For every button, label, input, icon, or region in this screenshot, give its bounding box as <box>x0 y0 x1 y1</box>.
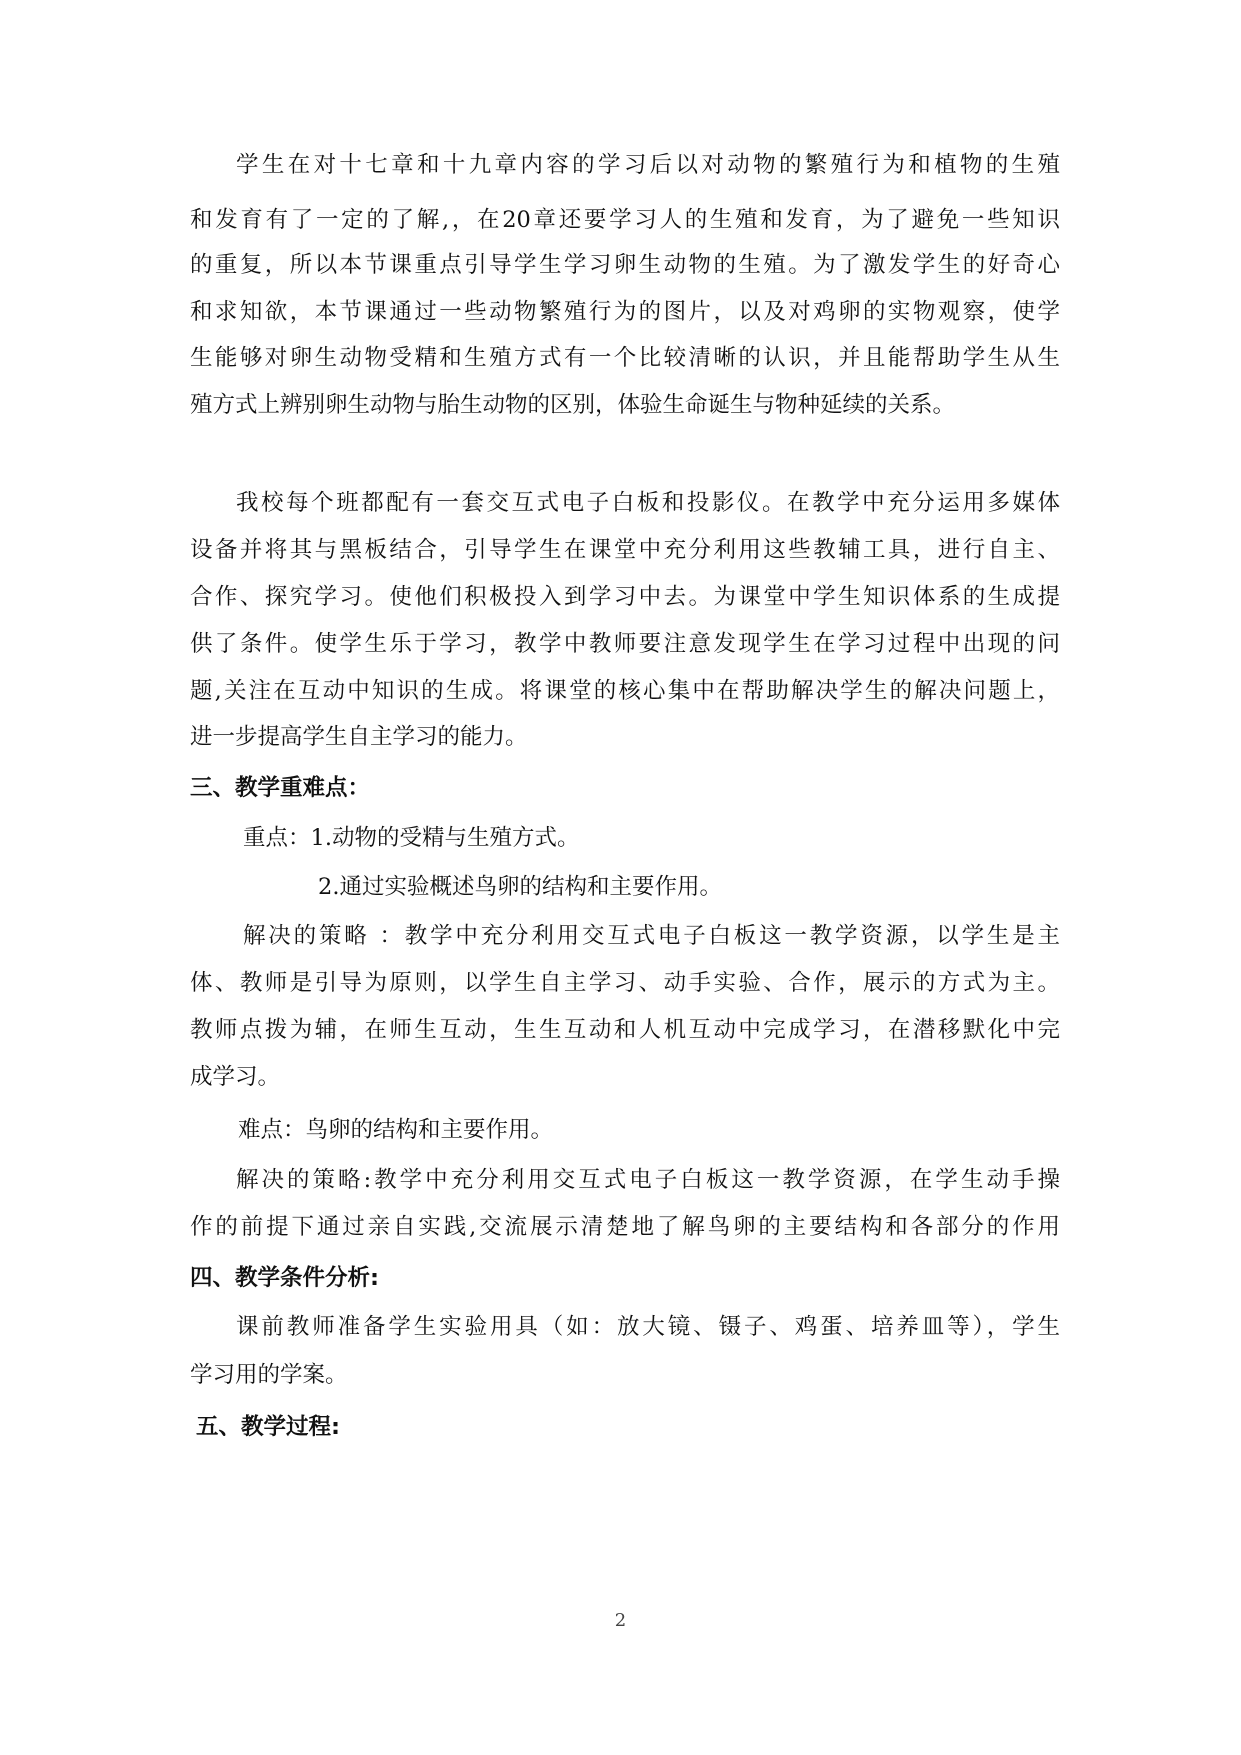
difficulty-point: 难点：鸟卵的结构和主要作用。 <box>238 1117 554 1143</box>
paragraph1-line: 殖方式上辨别卵生动物与胎生动物的区别，体验生命诞生与物种延续的关系。 <box>190 392 956 418</box>
key-point-2: 2.通过实验概述鸟卵的结构和主要作用。 <box>318 874 722 900</box>
paragraph2-line: 合作、探究学习。使他们积极投入到学习中去。为课堂中学生知识体系的生成提 <box>190 584 1060 610</box>
strategy1-line: 解决的策略 ：教学中充分利用交互式电子白板这一教学资源，以学生是主 <box>243 923 1060 949</box>
paragraph1-line: 的重复，所以本节课重点引导学生学习卵生动物的生殖。为了激发学生的好奇心 <box>190 252 1060 278</box>
section3-heading: 三、教学重难点： <box>190 775 371 801</box>
paragraph2-line: 设备并将其与黑板结合，引导学生在课堂中充分利用这些教辅工具，进行自主、 <box>190 537 1060 563</box>
strategy2-line: 作的前提下通过亲自实践,交流展示清楚地了解鸟卵的主要结构和各部分的作用 <box>190 1214 1060 1240</box>
paragraph2-line: 供了条件。使学生乐于学习，教学中教师要注意发现学生在学习过程中出现的问 <box>190 631 1060 657</box>
paragraph2-line: 我校每个班都配有一套交互式电子白板和投影仪。在教学中充分运用多媒体 <box>236 490 1060 516</box>
paragraph1-line: 生能够对卵生动物受精和生殖方式有一个比较清晰的认识，并且能帮助学生从生 <box>190 345 1060 371</box>
paragraph1-line: 和发育有了一定的了解,，在20章还要学习人的生殖和发育，为了避免一些知识 <box>190 207 1060 233</box>
strategy2-line: 解决的策略:教学中充分利用交互式电子白板这一教学资源，在学生动手操 <box>236 1167 1060 1193</box>
paragraph1-line: 学生在对十七章和十九章内容的学习后以对动物的繁殖行为和植物的生殖 <box>236 152 1060 178</box>
section5-heading: 五、教学过程: <box>196 1414 340 1440</box>
paragraph1-line: 和求知欲，本节课通过一些动物繁殖行为的图片，以及对鸡卵的实物观察，使学 <box>190 299 1060 325</box>
paragraph2-line: 题,关注在互动中知识的生成。将课堂的核心集中在帮助解决学生的解决问题上， <box>190 678 1060 704</box>
section4-heading: 四、教学条件分析: <box>190 1265 379 1291</box>
strategy1-line: 成学习。 <box>190 1064 281 1090</box>
key-point-1: 重点：1.动物的受精与生殖方式。 <box>243 825 580 851</box>
section4-line: 课前教师准备学生实验用具（如：放大镜、镊子、鸡蛋、培养皿等），学生 <box>236 1314 1060 1340</box>
strategy1-line: 体、教师是引导为原则，以学生自主学习、动手实验、合作，展示的方式为主。 <box>190 970 1060 996</box>
page-number: 2 <box>614 1610 627 1631</box>
section4-line: 学习用的学案。 <box>190 1362 348 1388</box>
paragraph2-line: 进一步提高学生自主学习的能力。 <box>190 724 528 750</box>
strategy1-line: 教师点拨为辅，在师生互动，生生互动和人机互动中完成学习，在潜移默化中完 <box>190 1017 1060 1043</box>
